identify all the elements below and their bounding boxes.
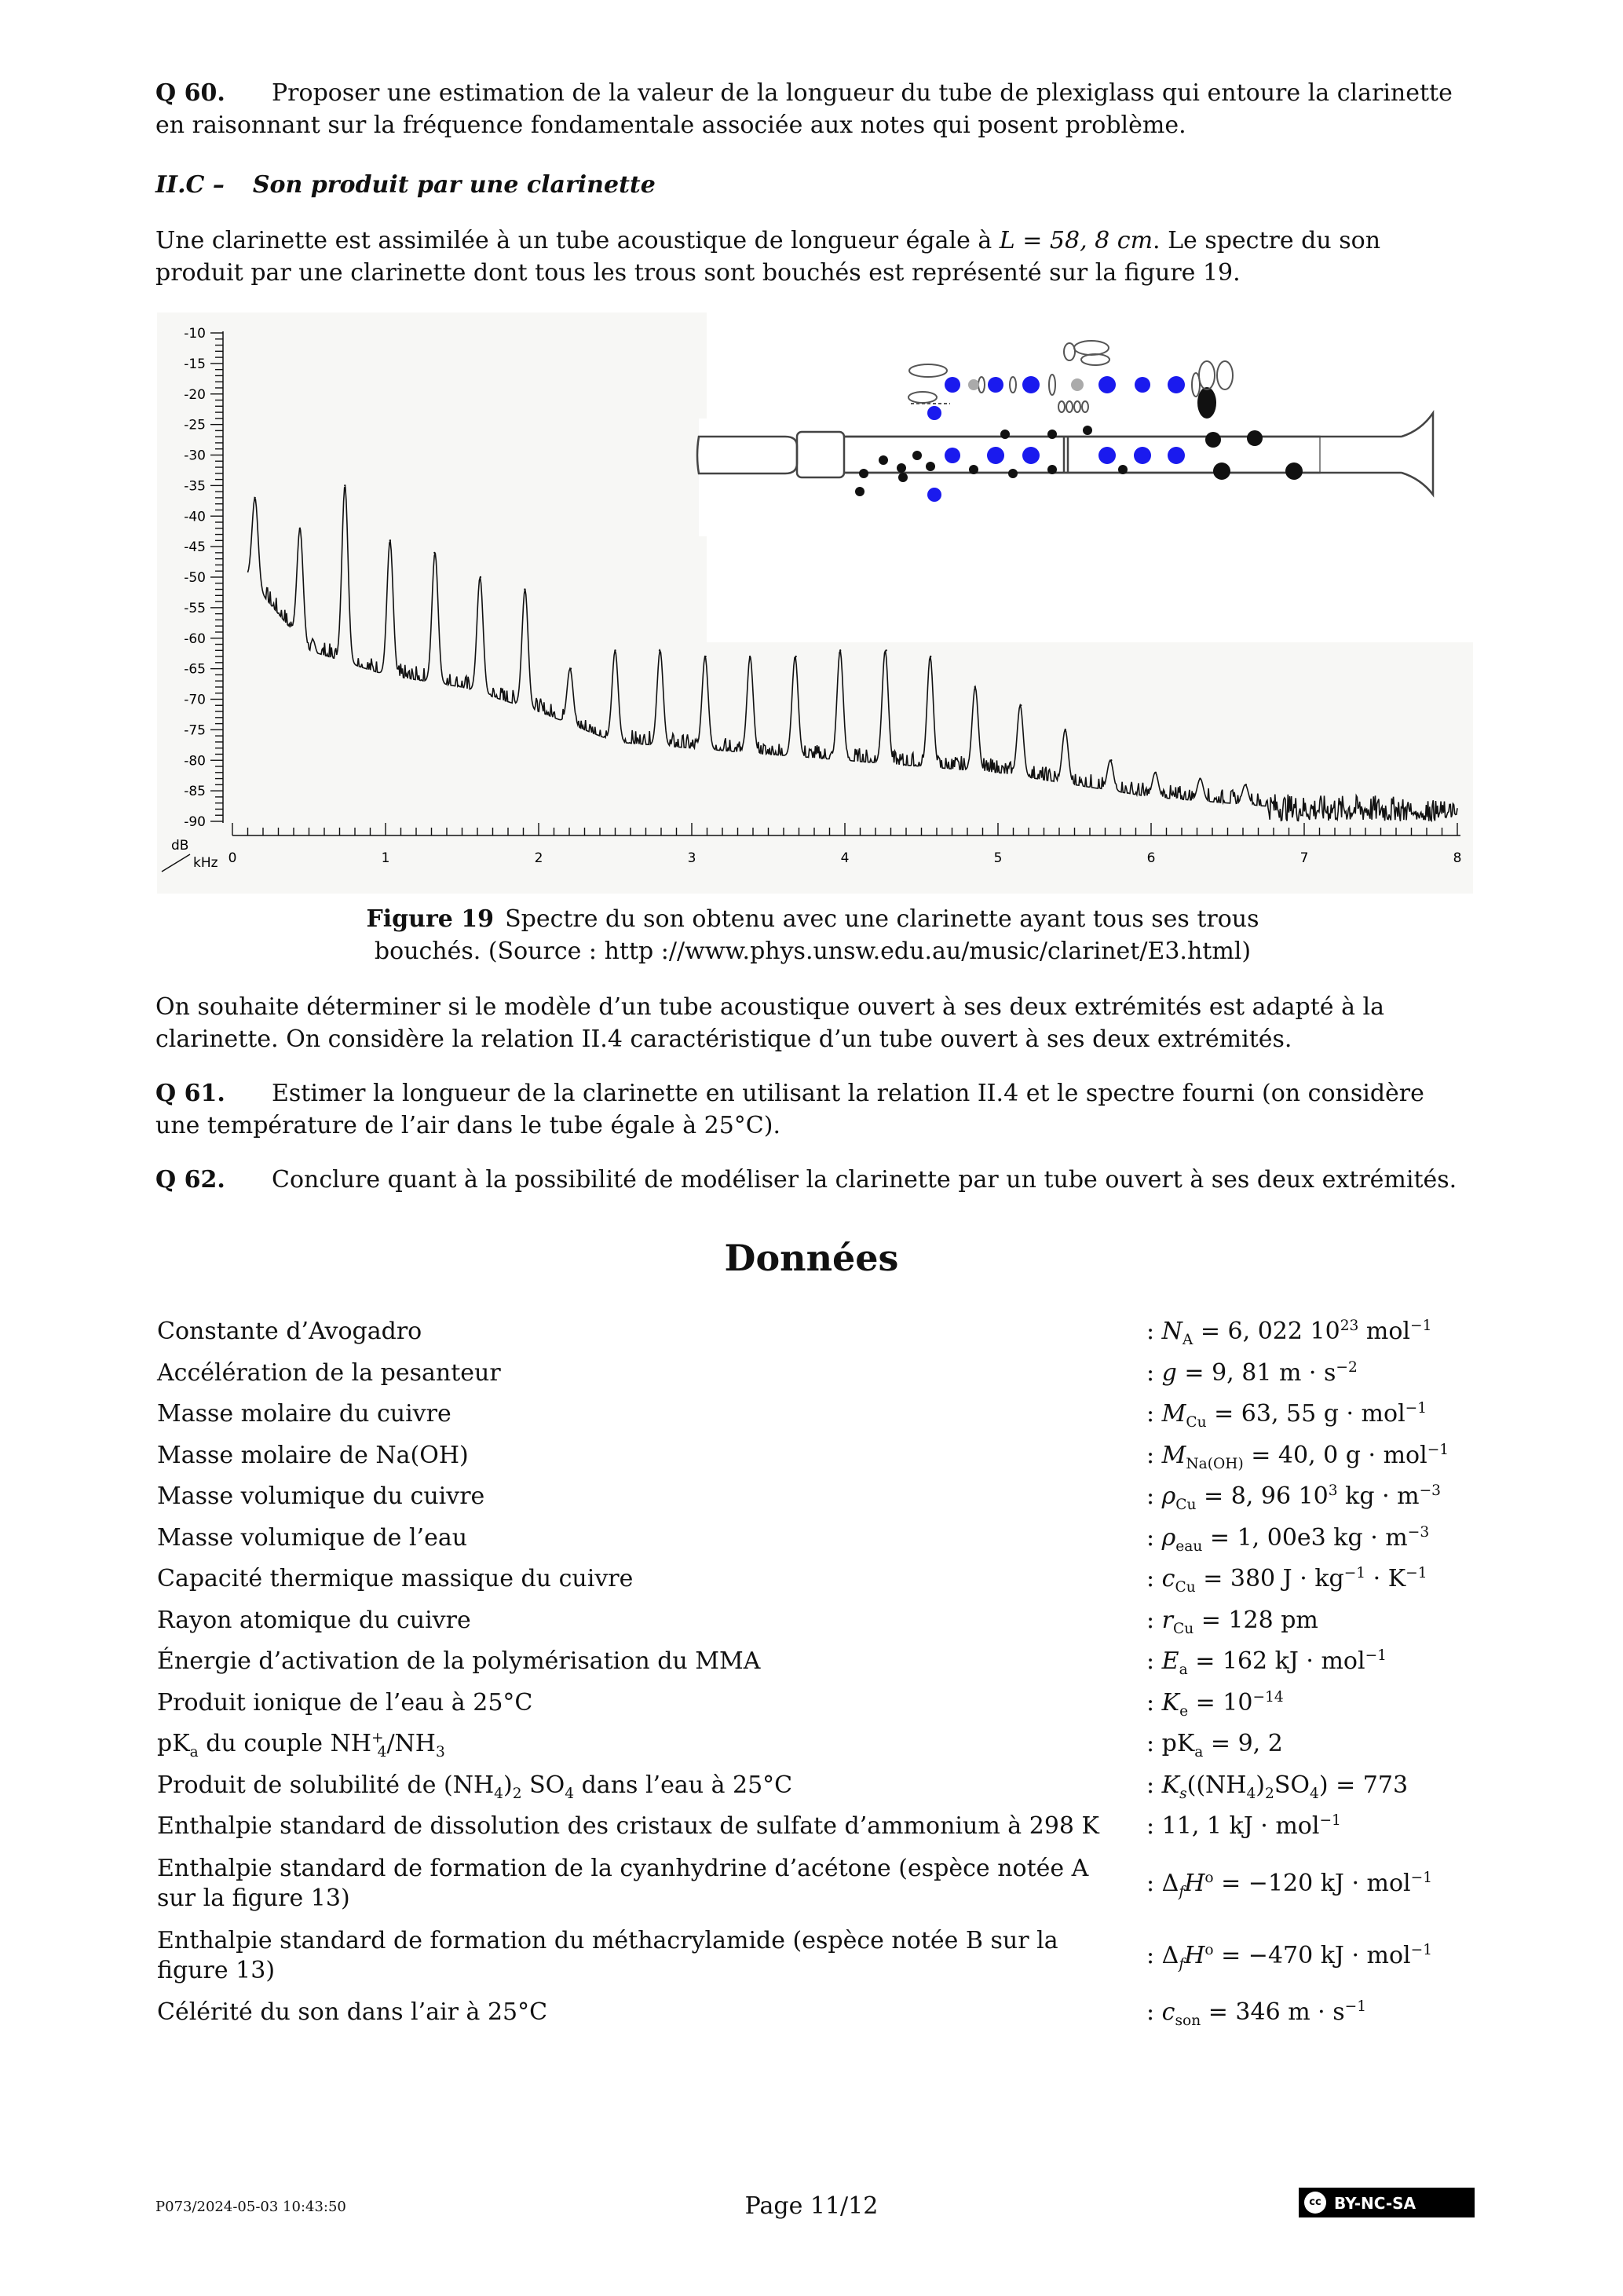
data-value: : $\rho_{eau} = 1$, 00e3 kg · $m^{-3}$	[1146, 1523, 1430, 1555]
data-row	[157, 1476, 1476, 1518]
data-row	[157, 1600, 1476, 1642]
x-tick-label: 3	[687, 850, 696, 866]
data-label: Constante d’Avogadro	[157, 1318, 422, 1346]
x-tick-label: 1	[381, 850, 390, 866]
y-tick-label: -80	[184, 753, 206, 770]
data-label: $pK_a$ du couple $NH^+_4/NH_3$	[157, 1730, 445, 1761]
x-tick-label: 2	[534, 850, 543, 866]
q60-paragraph	[155, 77, 1475, 141]
data-row	[157, 1518, 1476, 1559]
data-row	[157, 1311, 1476, 1353]
harmonic-peak	[1065, 729, 1066, 730]
y-tick-label: -25	[184, 417, 206, 433]
harmonic-peak	[1199, 777, 1201, 779]
harmonic-peak	[433, 552, 435, 554]
data-value: : $K_e = 10^{-14}$	[1146, 1688, 1284, 1720]
y-tick-label: -20	[184, 386, 206, 403]
x-tick-label: 8	[1453, 850, 1462, 866]
data-value: : $\Delta_fH^o = -120$ kJ · mol$^{-1}$	[1146, 1869, 1433, 1900]
data-label: Rayon atomique du cuivre	[157, 1606, 471, 1634]
data-label: Énergie d’activation de la polymérisation du MMA	[157, 1647, 761, 1676]
x-tick-label: 7	[1299, 850, 1309, 866]
q62-paragraph	[155, 1164, 1475, 1196]
section-number: II.C –	[155, 171, 225, 199]
data-value: : $\Delta_fH^o = -470$ kJ · mol$^{-1}$	[1146, 1941, 1433, 1972]
donnees-heading: Données	[724, 1237, 899, 1279]
data-value: : $\rho_{Cu} = 8$, 96 $10^3$ kg · $m^{-3}$	[1146, 1483, 1442, 1514]
x-tick-label: 6	[1146, 850, 1156, 866]
harmonic-peak	[1155, 772, 1157, 773]
license-label: BY-NC-SA	[1334, 2194, 1416, 2213]
harmonic-peak	[885, 649, 886, 651]
q61-text: Estimer la longueur de la clarinette en utilisant la relation II.4 et le spectre fourni (on considère une température de l’air dans le tube égale à 25°C).	[155, 1080, 1424, 1139]
harmonic-peak	[704, 656, 706, 657]
harmonic-peak	[254, 497, 255, 499]
y-tick-label: -70	[184, 692, 206, 708]
data-value: : $M_{Na(OH)} = 40$, 0 g · mol$^{-1}$	[1146, 1441, 1449, 1472]
donnees-table	[157, 1311, 1476, 2033]
data-label: Masse volumique du cuivre	[157, 1483, 485, 1511]
harmonic-peak	[749, 656, 751, 657]
data-value: : $E_a = 162$ kJ · mol$^{-1}$	[1146, 1647, 1387, 1679]
figure-label: Figure 19	[366, 905, 495, 933]
harmonic-peak	[930, 656, 931, 657]
data-value: : $c_{son} = 346$ $m \cdot s^{-1}$	[1146, 1998, 1367, 2029]
y-tick-label: -55	[184, 600, 206, 616]
q60-text: Proposer une estimation de la valeur de la longueur du tube de plexiglass qui entoure la clarinette en raisonnant sur la fréquence fondamentale associée aux notes qui posent problème.	[155, 79, 1453, 139]
x-tick-label: 0	[228, 850, 237, 866]
data-label: Enthalpie standard de formation du méthacrylamide (espèce notée B sur la figure 13)	[157, 1926, 1058, 1984]
figure-caption	[361, 903, 1264, 967]
spectrum-figure	[157, 313, 1473, 894]
data-row-formation-a	[157, 1848, 1476, 1920]
data-row-celerite	[157, 1992, 1476, 2034]
harmonic-peak	[614, 649, 616, 651]
data-label: Masse molaire du cuivre	[157, 1400, 451, 1428]
y-tick-label: -10	[184, 326, 206, 342]
harmonic-peak	[524, 588, 525, 590]
cc-license-badge[interactable]	[1299, 2188, 1475, 2217]
data-value: : $r_{Cu} = 128$ pm	[1146, 1606, 1318, 1637]
data-label: Accélération de la pesanteur	[157, 1358, 501, 1387]
data-label: Enthalpie standard de dissolution des cristaux de sulfate d’ammonium à 298 K	[157, 1812, 1099, 1841]
y-tick-label: -40	[184, 509, 206, 525]
y-tick-label: -35	[184, 478, 206, 495]
y-tick-label: -15	[184, 356, 206, 372]
data-label: Enthalpie standard de formation de la cyanhydrine d’acétone (espèce notée A sur la figure 13)	[157, 1854, 1089, 1912]
data-value: : $c_{Cu} = 380$ $J \cdot kg^{-1} \cdot K^{-1}$	[1146, 1565, 1427, 1596]
data-row	[157, 1353, 1476, 1395]
y-tick-label: -85	[184, 784, 206, 800]
harmonic-peak	[1245, 784, 1247, 785]
data-row-dissolution	[157, 1806, 1476, 1848]
cc-icon: cc	[1304, 2192, 1326, 2214]
data-value: : g = 9, 81 $m \cdot s^{-2}$	[1146, 1358, 1358, 1387]
data-label: Produit ionique de l’eau à 25°C	[157, 1688, 533, 1717]
y-tick-label: -30	[184, 448, 206, 464]
footer-code: P073/2024-05-03 10:43:50	[155, 2199, 346, 2215]
data-value: : 11, 1 kJ · mol$^{-1}$	[1146, 1812, 1341, 1841]
harmonic-peak	[795, 656, 796, 657]
data-row	[157, 1641, 1476, 1683]
intro-part1: Une clarinette est assimilée à un tube acoustique de longueur égale à	[155, 227, 1000, 254]
harmonic-peak	[344, 484, 345, 486]
q62-label: Q 62.	[155, 1166, 225, 1194]
data-row	[157, 1394, 1476, 1435]
data-row	[157, 1435, 1476, 1477]
data-row	[157, 1683, 1476, 1724]
y-axis-label: dB	[171, 838, 189, 854]
data-label: Masse volumique de l’eau	[157, 1523, 468, 1552]
data-label: Célérité du son dans l’air à 25°C	[157, 1998, 548, 2026]
x-tick-label: 4	[840, 850, 850, 866]
page-number: Page 11/12	[744, 2192, 879, 2220]
harmonic-peak	[839, 649, 841, 651]
data-row-pka	[157, 1724, 1476, 1765]
x-axis-label: kHz	[193, 855, 218, 871]
data-value: : $K_s((NH_4)_2SO_4) = 773$	[1146, 1771, 1409, 1802]
x-tick-label: 5	[993, 850, 1003, 866]
q62-text: Conclure quant à la possibilité de modéliser la clarinette par un tube ouvert à ses deux extrémités.	[272, 1166, 1457, 1194]
y-tick-label: -50	[184, 570, 206, 586]
clarinet-illustration	[697, 313, 1473, 642]
section-title: Son produit par une clarinette	[252, 171, 656, 199]
data-value: : $M_{Cu} = 63$, 55 g · mol$^{-1}$	[1146, 1400, 1427, 1431]
y-tick-label: -65	[184, 661, 206, 678]
data-label: Capacité thermique massique du cuivre	[157, 1565, 634, 1593]
harmonic-peak	[570, 667, 572, 669]
harmonic-peak	[1020, 704, 1022, 706]
harmonic-peak	[1110, 759, 1112, 761]
harmonic-peak	[299, 528, 301, 529]
data-value: : $pK_a = 9$, 2	[1146, 1730, 1283, 1761]
intro-part2: . Le spectre du son produit par une clarinette dont tous les trous sont bouchés est représenté sur la figure 19.	[155, 227, 1381, 287]
data-row-ks	[157, 1765, 1476, 1807]
y-tick-label: -90	[184, 814, 206, 830]
y-tick-label: -60	[184, 631, 206, 647]
data-label: Produit de solubilité de $(NH_4)_2$ $SO_4$ dans l’eau à 25°C	[157, 1771, 793, 1802]
data-row-formation-b	[157, 1920, 1476, 1992]
data-label: Masse molaire de Na(OH)	[157, 1441, 469, 1469]
harmonic-peak	[974, 686, 976, 688]
y-tick-label: -45	[184, 539, 206, 556]
intro-paragraph	[155, 225, 1475, 289]
data-row	[157, 1559, 1476, 1600]
figure-caption-text: Spectre du son obtenu avec une clarinette ayant tous ses trous bouchés. (Source : http ://www.phys.unsw.edu.au/music/clarinet/E3.html)	[374, 905, 1259, 965]
q61-label: Q 61.	[155, 1080, 225, 1107]
model-paragraph: On souhaite déterminer si le modèle d’un tube acoustique ouvert à ses deux extrémités est adapté à la clarinette. On considère la relation II.4 caractéristique d’un tube ouvert à ses deux extrémités.	[155, 993, 1384, 1053]
harmonic-peak	[480, 576, 481, 578]
q61-paragraph	[155, 1077, 1475, 1142]
intro-math: L = 58, 8 cm	[999, 227, 1153, 254]
harmonic-peak	[659, 649, 660, 651]
harmonic-peak	[389, 539, 391, 541]
data-value: : $N_A = 6$, 022 $10^{23}$ mol$^{-1}$	[1146, 1318, 1432, 1349]
q60-label: Q 60.	[155, 79, 225, 107]
section-heading	[155, 171, 656, 199]
y-tick-label: -75	[184, 722, 206, 739]
